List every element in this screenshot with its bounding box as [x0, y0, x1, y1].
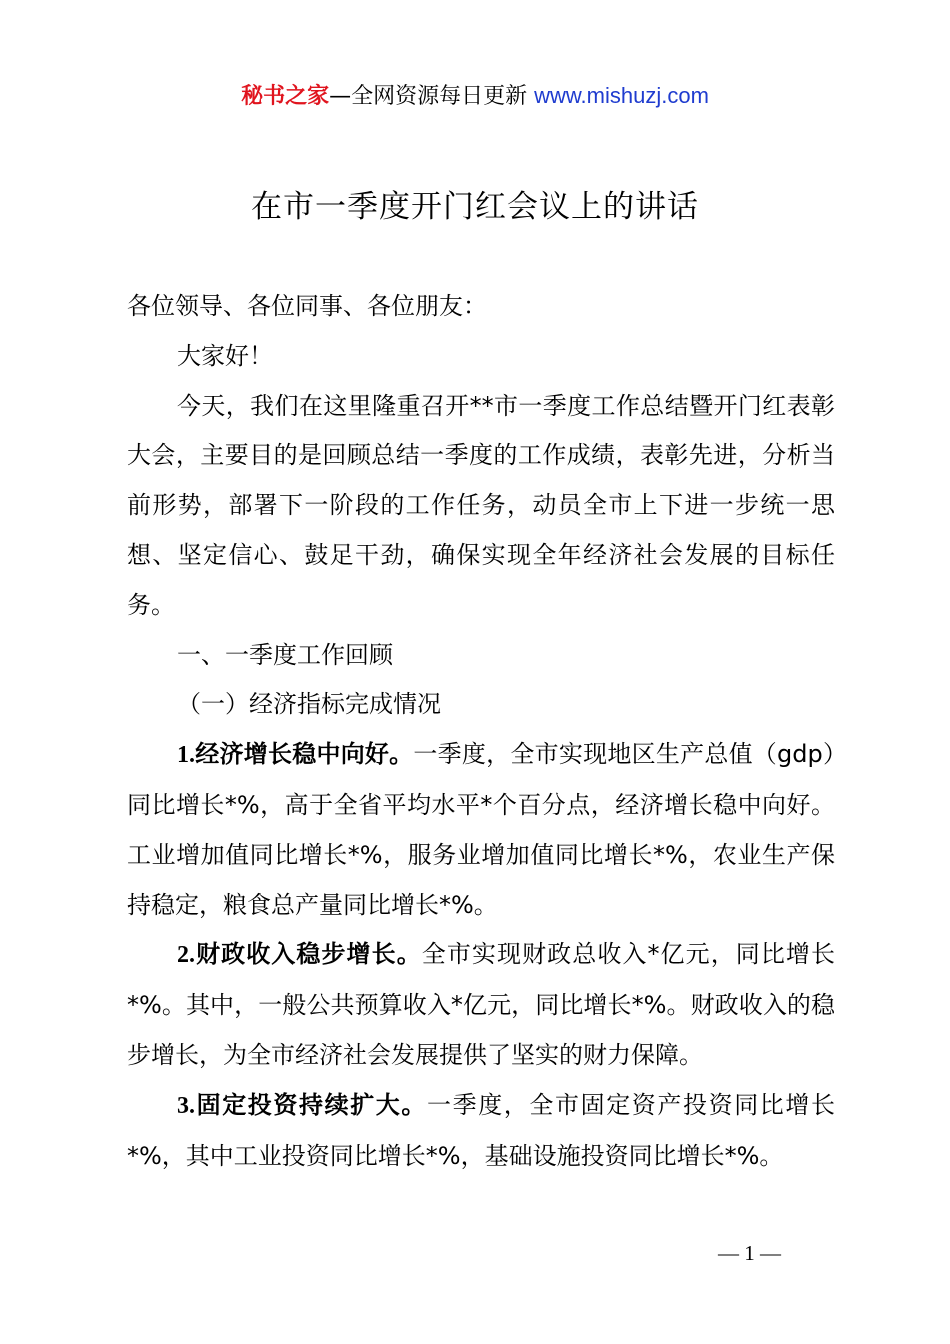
item-number: 3.: [177, 1092, 195, 1119]
document-title: 在市一季度开门红会议上的讲话: [251, 189, 699, 225]
item-paragraph: [127, 730, 835, 930]
item-number: 2.: [177, 942, 195, 969]
website-link[interactable]: www.mishuzj.com: [534, 83, 709, 108]
item-paragraph: [127, 1081, 835, 1182]
section-heading: 一、一季度工作回顾: [177, 640, 393, 669]
header-tagline: —全网资源每日更新: [329, 84, 535, 109]
item-number: 1.: [177, 742, 195, 769]
subsection-heading: （一）经济指标完成情况: [177, 690, 441, 719]
salutation: 各位领导、各位同事、各位朋友：: [127, 292, 487, 320]
greeting: 大家好！: [177, 341, 273, 370]
item-text: 一季度，全市实现地区生产总值（gdp）同比增长*%，高于全省平均水平*个百分点，经济增长稳中向好。工业增加值同比增长*%，服务业增加值同比增长*%，农业生产保持稳定，粮食总产量同比增长*%。: [127, 740, 835, 919]
brand-name: 秘书之家: [241, 84, 330, 109]
item-lead: 经济增长稳中向好。: [195, 740, 414, 769]
page-number: — 1 —: [718, 1241, 781, 1265]
site-header: [0, 80, 950, 113]
item-lead: 财政收入稳步增长。: [195, 940, 422, 969]
item-text: 一季度，全市固定资产投资同比增长*%，其中工业投资同比增长*%，基础设施投资同比增长*%。: [127, 1090, 835, 1170]
item-text: 全市实现财政总收入*亿元，同比增长*%。其中，一般公共预算收入*亿元，同比增长*%。财政收入的稳步增长，为全市经济社会发展提供了坚实的财力保障。: [127, 940, 836, 1069]
document-body: [127, 282, 835, 1181]
item-lead: 固定投资持续扩大。: [195, 1090, 427, 1119]
intro-paragraph: 今天，我们在这里隆重召开**市一季度工作总结暨开门红表彰大会，主要目的是回顾总结一季度的工作成绩，表彰先进，分析当前形势，部署下一阶段的工作任务，动员全市上下进一步统一思想、坚定信心、鼓足干劲，确保实现全年经济社会发展的目标任务。: [127, 391, 835, 619]
item-paragraph: [127, 930, 835, 1080]
